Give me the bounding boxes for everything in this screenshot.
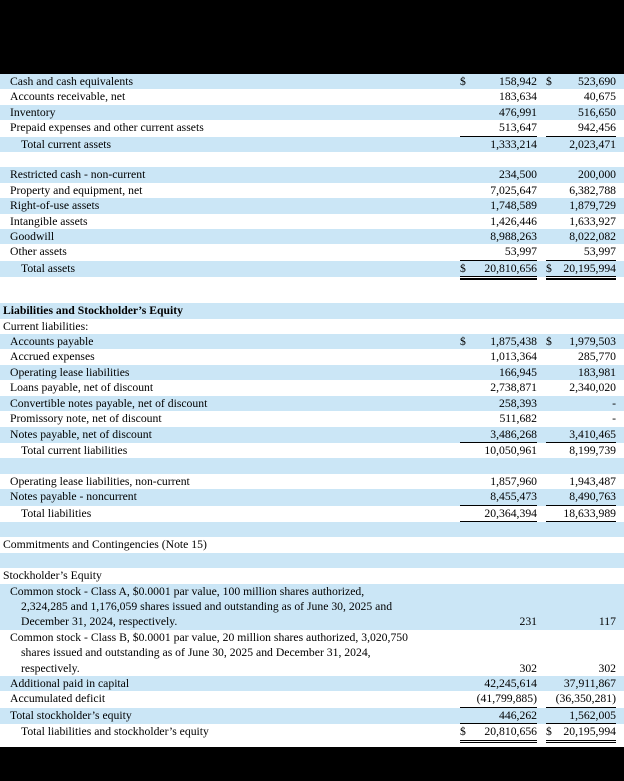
value-text: 18,633,989 xyxy=(563,506,616,520)
row-label-line: December 31, 2024, respectively. xyxy=(21,615,178,629)
row-label: Accumulated deficit xyxy=(10,692,106,706)
value-col1 xyxy=(460,676,537,691)
row-label: Liabilities and Stockholder’s Equity xyxy=(3,304,183,318)
row-label: Convertible notes payable, net of discount xyxy=(10,396,208,410)
table-row xyxy=(0,489,624,505)
value-text: 117 xyxy=(598,615,616,629)
value-col2 xyxy=(546,198,616,213)
row-label: Current liabilities: xyxy=(3,319,89,333)
value-text: 7,025,647 xyxy=(490,183,537,197)
value-col2 xyxy=(546,427,616,443)
blank-row xyxy=(0,522,624,537)
value-text: 302 xyxy=(598,661,616,675)
value-text: 20,364,394 xyxy=(484,506,537,520)
value-col1 xyxy=(460,489,537,505)
value-text: 53,997 xyxy=(583,245,616,259)
row-label xyxy=(0,584,460,630)
row-label-line: Common stock - Class B, $0.0001 par value, 20 million shares authorized, 3,020,750 xyxy=(10,630,408,644)
value-text: 42,245,614 xyxy=(484,676,537,690)
value-text: (36,350,281) xyxy=(555,692,616,706)
value-col1 xyxy=(460,261,537,277)
row-label: Additional paid in capital xyxy=(10,676,130,690)
value-text: 37,911,867 xyxy=(563,676,616,690)
table-row xyxy=(0,198,624,213)
value-col2 xyxy=(546,614,616,629)
dollar-sign: $ xyxy=(546,725,552,739)
value-text: 3,486,268 xyxy=(490,427,537,441)
value-col1 xyxy=(460,244,537,260)
table-row xyxy=(0,303,624,318)
row-label: Promissory note, net of discount xyxy=(10,412,162,426)
value-text: 511,682 xyxy=(499,412,537,426)
value-text: 3,410,465 xyxy=(569,427,616,441)
value-text: 302 xyxy=(519,661,537,675)
value-text: 2,023,471 xyxy=(569,137,616,151)
value-col2 xyxy=(546,724,616,740)
value-col2 xyxy=(546,396,616,411)
value-col2 xyxy=(546,380,616,395)
bottom-black-bar xyxy=(0,747,624,781)
value-text: 8,199,739 xyxy=(569,443,616,457)
table-row xyxy=(0,89,624,104)
value-text: 285,770 xyxy=(578,350,616,364)
row-label: Notes payable, net of discount xyxy=(10,427,152,441)
table-row xyxy=(0,691,624,707)
value-col2 xyxy=(546,105,616,120)
row-label: Total liabilities and stockholder’s equity xyxy=(21,725,209,739)
row-label: Commitments and Contingencies (Note 15) xyxy=(3,538,207,552)
value-text: - xyxy=(612,412,616,426)
table-row xyxy=(0,396,624,411)
value-col1 xyxy=(460,411,537,426)
row-label: Accrued expenses xyxy=(10,350,95,364)
row-label-line: shares issued and outstanding as of June 30, 2025 and December 31, 2024, xyxy=(21,646,371,660)
value-text: 513,647 xyxy=(499,121,537,135)
value-col1 xyxy=(460,214,537,229)
value-col1 xyxy=(460,137,537,152)
value-col2 xyxy=(546,506,616,522)
value-text: 1,875,438 xyxy=(490,335,537,349)
value-text: 1,748,589 xyxy=(490,199,537,213)
value-col2 xyxy=(546,120,616,136)
table-row xyxy=(0,506,624,522)
value-col2 xyxy=(546,74,616,89)
value-text: 1,633,927 xyxy=(569,214,616,228)
table-row xyxy=(0,229,624,244)
value-col2 xyxy=(546,137,616,152)
dollar-sign: $ xyxy=(546,75,552,88)
blank-row xyxy=(0,152,624,167)
value-text: 1,879,729 xyxy=(569,199,616,213)
value-text: 40,675 xyxy=(583,90,616,104)
row-label: Total assets xyxy=(21,261,76,275)
row-label: Inventory xyxy=(10,105,56,119)
value-text: 942,456 xyxy=(578,121,616,135)
value-col1 xyxy=(460,724,537,740)
value-text: 516,650 xyxy=(578,105,616,119)
table-row xyxy=(0,708,624,724)
table-row xyxy=(0,411,624,426)
dollar-sign: $ xyxy=(460,335,466,349)
table-row xyxy=(0,474,624,489)
value-col1 xyxy=(460,614,537,629)
value-col1 xyxy=(460,661,537,676)
row-label-line: 2,324,285 and 1,176,059 shares issued and outstanding as of June 30, 2025 and xyxy=(21,599,393,613)
table-row xyxy=(0,427,624,443)
value-col2 xyxy=(546,261,616,277)
value-col2 xyxy=(546,708,616,724)
value-col1 xyxy=(460,183,537,198)
value-text: - xyxy=(612,396,616,410)
row-label: Operating lease liabilities, non-current xyxy=(10,474,190,488)
value-col1 xyxy=(460,167,537,182)
table-row xyxy=(0,380,624,395)
value-text: 200,000 xyxy=(578,168,616,182)
value-text: 20,810,656 xyxy=(484,261,537,275)
dollar-sign: $ xyxy=(546,335,552,349)
value-col2 xyxy=(546,229,616,244)
value-col1 xyxy=(460,427,537,443)
value-text: 258,393 xyxy=(499,396,537,410)
value-col1 xyxy=(460,120,537,136)
value-col1 xyxy=(460,105,537,120)
table-row xyxy=(0,120,624,136)
value-col2 xyxy=(546,244,616,260)
value-col2 xyxy=(546,691,616,707)
value-col2 xyxy=(546,349,616,364)
value-col1 xyxy=(460,708,537,724)
table-row xyxy=(0,167,624,182)
row-label: Right-of-use assets xyxy=(10,199,100,213)
value-text: 20,810,656 xyxy=(484,725,537,739)
value-text: 1,943,487 xyxy=(569,474,616,488)
row-label: Total liabilities xyxy=(21,506,92,520)
value-text: 20,195,994 xyxy=(563,725,616,739)
value-col1 xyxy=(460,380,537,395)
value-col2 xyxy=(546,334,616,349)
row-label: Prepaid expenses and other current assets xyxy=(10,121,204,135)
blank-row xyxy=(0,553,624,568)
table-row xyxy=(0,568,624,583)
row-label: Loans payable, net of discount xyxy=(10,381,154,395)
table-row xyxy=(0,537,624,552)
table-row xyxy=(0,214,624,229)
row-label: Total current assets xyxy=(21,137,112,151)
value-text: 1,562,005 xyxy=(569,708,616,722)
table-row xyxy=(0,137,624,152)
table-row xyxy=(0,105,624,120)
value-col1 xyxy=(460,349,537,364)
row-label: Accounts receivable, net xyxy=(10,90,126,104)
value-col2 xyxy=(546,474,616,489)
table-row xyxy=(0,365,624,380)
value-col1 xyxy=(460,89,537,104)
value-text: 1,333,214 xyxy=(490,137,537,151)
value-text: 234,500 xyxy=(499,168,537,182)
table-row xyxy=(0,443,624,458)
value-col2 xyxy=(546,167,616,182)
row-label: Notes payable - noncurrent xyxy=(10,490,137,504)
row-label-line: Common stock - Class A, $0.0001 par value, 100 million shares authorized, xyxy=(10,584,365,598)
value-text: 1,857,960 xyxy=(490,474,537,488)
table-row xyxy=(0,183,624,198)
value-text: 231 xyxy=(519,615,537,629)
value-col2 xyxy=(546,676,616,691)
table-row xyxy=(0,584,624,630)
table-row xyxy=(0,349,624,364)
top-black-bar xyxy=(0,0,624,74)
value-col1 xyxy=(460,74,537,89)
value-text: 183,981 xyxy=(578,365,616,379)
value-text: 8,455,473 xyxy=(490,490,537,504)
table-row xyxy=(0,676,624,691)
value-text: 8,490,763 xyxy=(569,490,616,504)
table-row xyxy=(0,334,624,349)
value-text: 10,050,961 xyxy=(484,443,537,457)
value-text: 8,988,263 xyxy=(490,230,537,244)
value-text: 8,022,082 xyxy=(569,230,616,244)
value-col1 xyxy=(460,506,537,522)
value-col1 xyxy=(460,443,537,458)
value-text: 2,738,871 xyxy=(490,381,537,395)
value-text: 166,945 xyxy=(499,365,537,379)
value-col1 xyxy=(460,474,537,489)
row-label: Goodwill xyxy=(10,230,55,244)
value-col1 xyxy=(460,229,537,244)
value-col2 xyxy=(546,489,616,505)
blank-row xyxy=(0,458,624,473)
value-text: 1,426,446 xyxy=(490,214,537,228)
value-text: 183,634 xyxy=(499,90,537,104)
value-col2 xyxy=(546,411,616,426)
row-label: Accounts payable xyxy=(10,335,94,349)
table-row xyxy=(0,244,624,260)
value-col1 xyxy=(460,365,537,380)
value-col2 xyxy=(546,365,616,380)
table-row xyxy=(0,74,624,89)
table-row xyxy=(0,319,624,334)
table-row xyxy=(0,261,624,277)
row-label: Stockholder’s Equity xyxy=(3,569,102,583)
section-spacer xyxy=(0,277,624,303)
value-text: 1,013,364 xyxy=(490,350,537,364)
value-text: 476,991 xyxy=(499,105,537,119)
row-label: Property and equipment, net xyxy=(10,183,143,197)
value-text: 446,262 xyxy=(499,708,537,722)
value-text: 53,997 xyxy=(504,245,537,259)
table-row xyxy=(0,724,624,740)
dollar-sign: $ xyxy=(460,261,466,275)
row-label xyxy=(0,630,460,676)
row-label: Cash and cash equivalents xyxy=(10,75,134,88)
value-text: (41,799,885) xyxy=(476,692,537,706)
value-col2 xyxy=(546,183,616,198)
value-col2 xyxy=(546,214,616,229)
row-label: Total stockholder’s equity xyxy=(10,708,132,722)
value-text: 158,942 xyxy=(499,75,537,88)
balance-sheet-table xyxy=(0,74,624,747)
table-row xyxy=(0,630,624,676)
value-text: 2,340,020 xyxy=(569,381,616,395)
value-text: 20,195,994 xyxy=(563,261,616,275)
dollar-sign: $ xyxy=(546,261,552,275)
row-label: Restricted cash - non-current xyxy=(10,168,146,182)
value-col2 xyxy=(546,443,616,458)
dollar-sign: $ xyxy=(460,75,466,88)
value-col1 xyxy=(460,334,537,349)
value-col1 xyxy=(460,691,537,707)
row-label: Intangible assets xyxy=(10,214,88,228)
value-text: 6,382,788 xyxy=(569,183,616,197)
value-col1 xyxy=(460,396,537,411)
value-text: 1,979,503 xyxy=(569,335,616,349)
row-label: Other assets xyxy=(10,245,67,259)
value-text: 523,690 xyxy=(578,75,616,88)
row-label-line: respectively. xyxy=(21,661,80,675)
row-label: Total current liabilities xyxy=(21,443,128,457)
value-col2 xyxy=(546,661,616,676)
dollar-sign: $ xyxy=(460,725,466,739)
row-label: Operating lease liabilities xyxy=(10,365,130,379)
value-col2 xyxy=(546,89,616,104)
value-col1 xyxy=(460,198,537,213)
